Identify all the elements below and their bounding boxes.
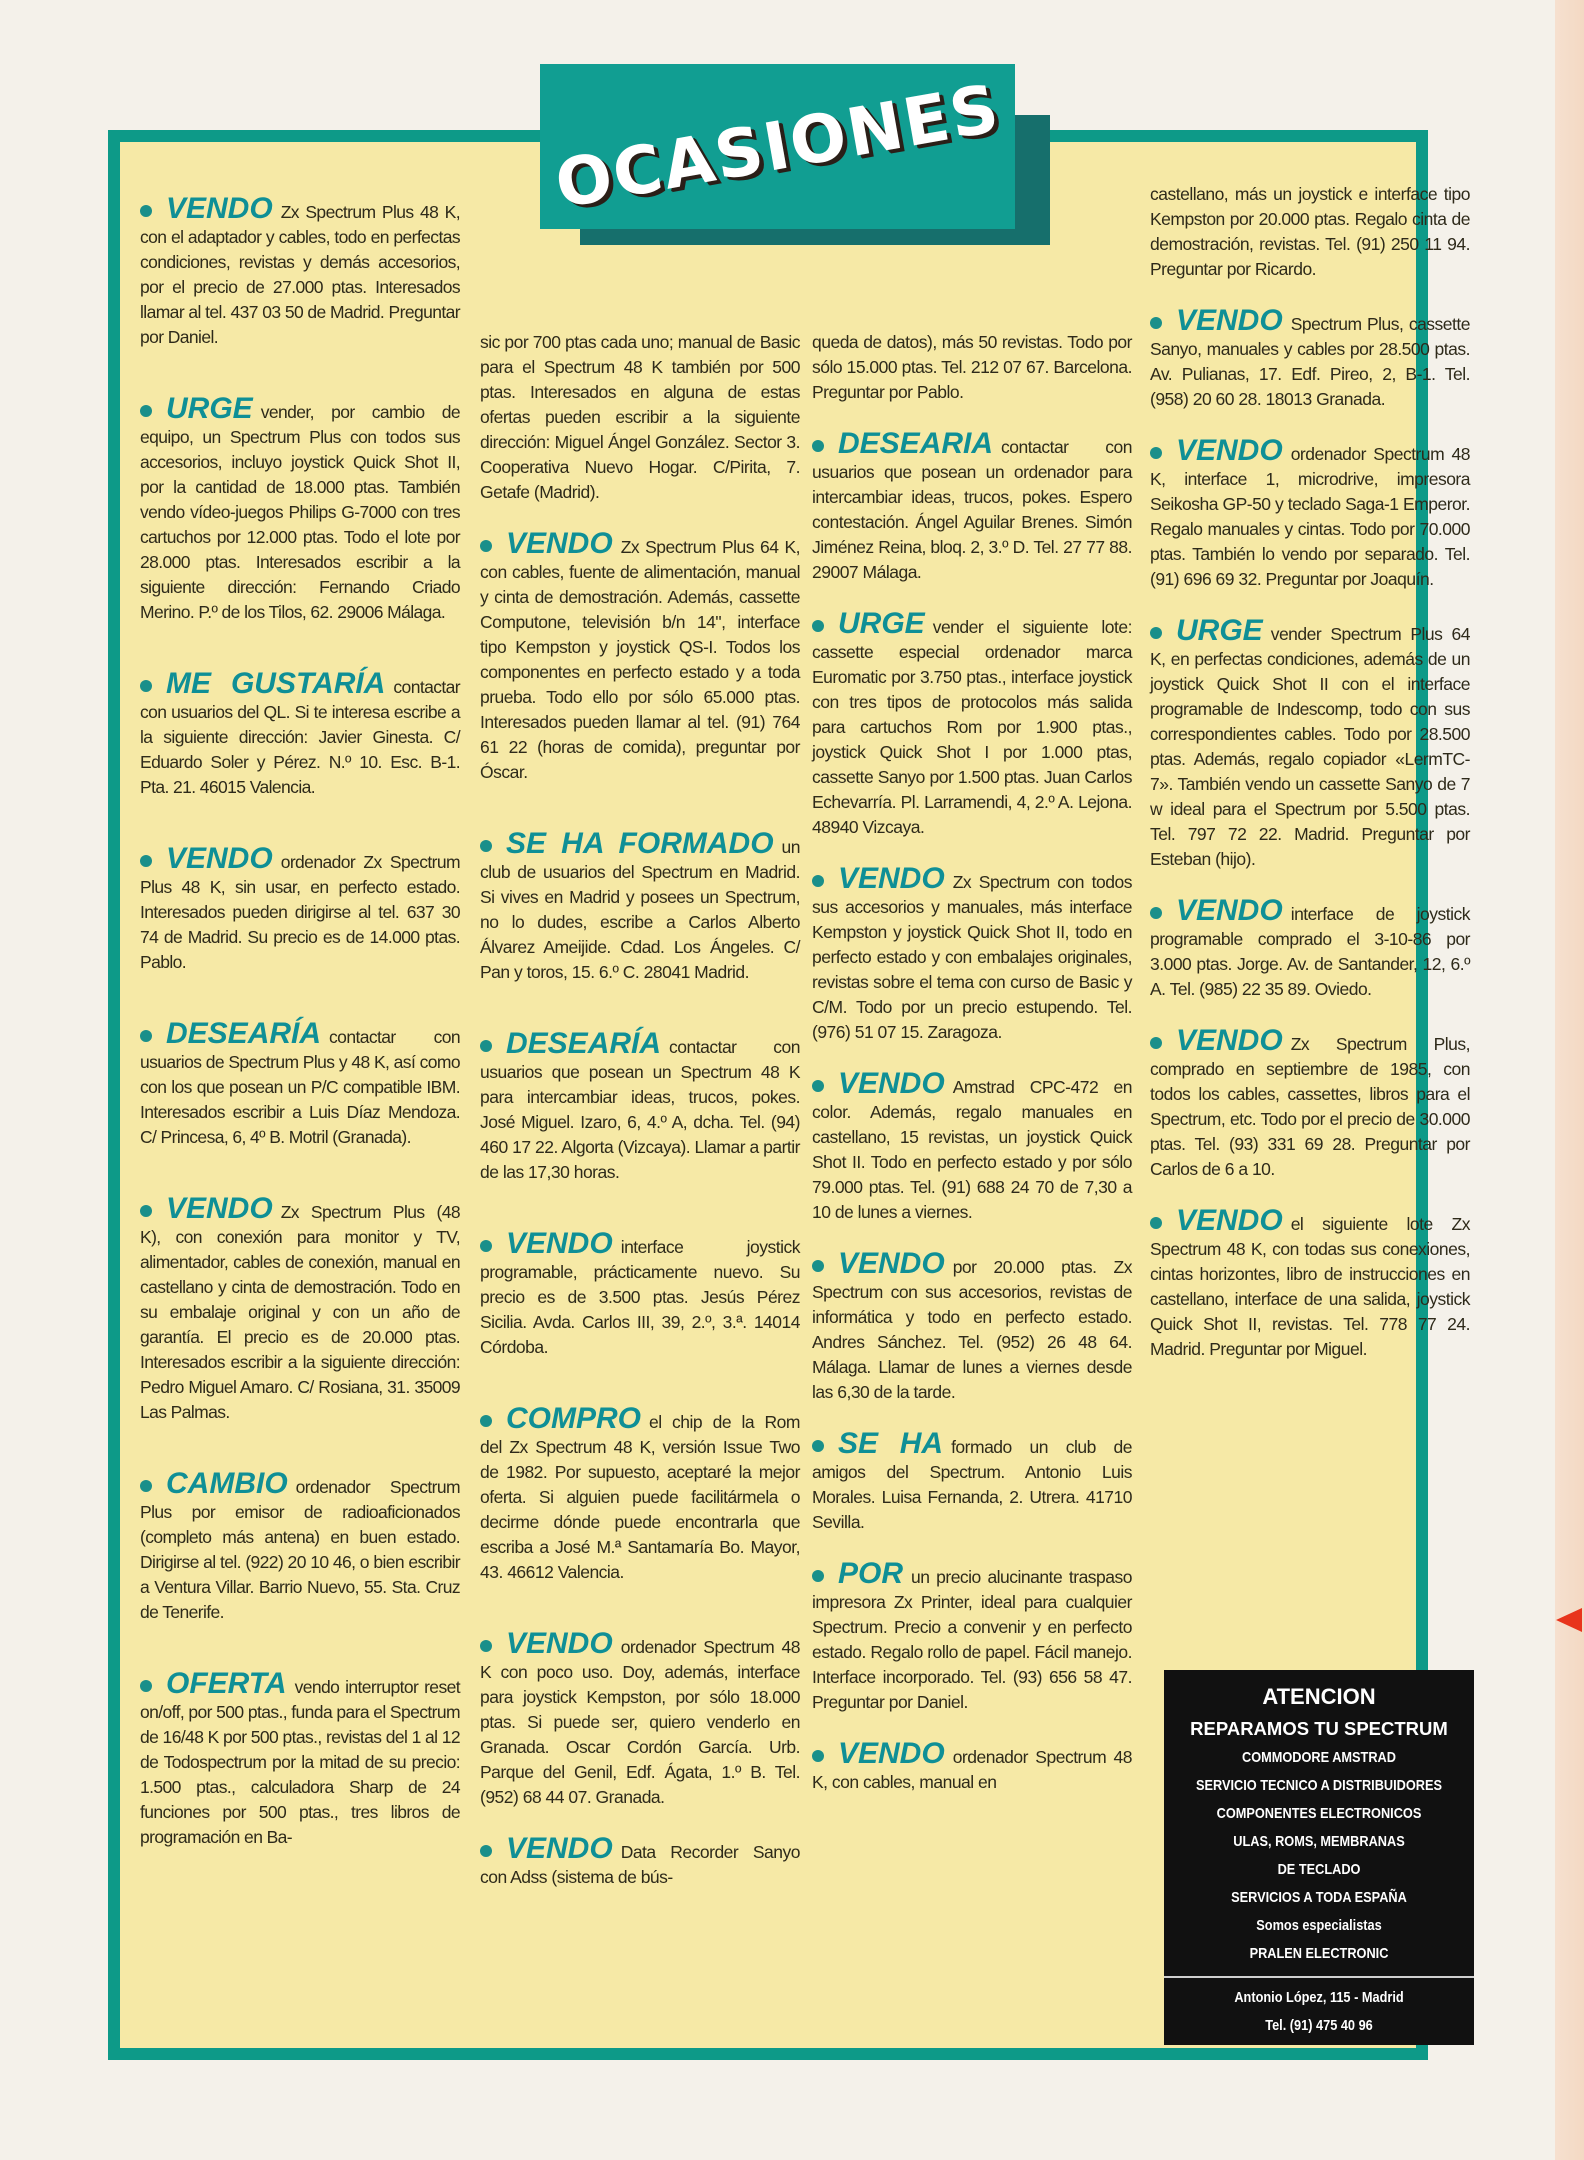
ad-keyword: VENDO — [166, 1192, 273, 1225]
display-ad-divider — [1164, 1976, 1474, 1978]
column-4 — [1150, 182, 1470, 1388]
ad-keyword: CAMBIO — [166, 1467, 288, 1500]
classified-ad — [480, 527, 800, 785]
classified-ad — [812, 607, 1132, 840]
ad-keyword: DESEARIA — [838, 427, 994, 460]
display-ad-line: Somos especialistas — [1256, 1917, 1382, 1934]
ad-text: vender, por cambio de equipo, un Spectrum Plus con todos sus accesorios, incluyo joystick Quick Shot II, por la cantidad de 18.000 ptas. También vendo vídeo-juegos Philips G-7000 con tres cartuchos por 12.000 ptas. Todo el lote por 28.000 ptas. Interesados escribir a la siguiente dirección: Fernando Criado Merino. P.º de los Tilos, 62. 29006 Málaga. — [140, 402, 460, 622]
ad-text: Zx Spectrum con todos sus accesorios y manuales, más interface Kempston y joystick Quick Shot II, todo en perfecto estado y con embalajes originales, revistas sobre el tema con curso de Basic y C/M. Todo por un precio estupendo. Tel. (976) 51 07 15. Zaragoza. — [812, 872, 1132, 1042]
classified-ad — [812, 427, 1132, 585]
bullet-icon — [140, 205, 152, 217]
bullet-icon — [480, 1845, 492, 1857]
ad-text: un precio alucinante traspaso impresora Zx Printer, ideal para cualquier Spectrum. Precio a convenir y en perfecto estado. Regalo rollo de papel. Fácil manejo. Interface incorporado. Tel. (93) 656 58 47. Preguntar por Daniel. — [812, 1567, 1132, 1712]
bullet-icon — [812, 1260, 824, 1272]
ad-text: contactar con usuarios que posean un ordenador para intercambiar ideas, trucos, pokes. Espero contestación. Ángel Aguilar Brenes. Simón Jiménez Reina, bloq. 2, 3.º D. Tel. 27 77 88. 29007 Málaga. — [812, 437, 1132, 582]
ad-keyword: VENDO — [1176, 1024, 1283, 1057]
bullet-icon — [140, 405, 152, 417]
bullet-icon — [140, 1480, 152, 1492]
ad-keyword: VENDO — [838, 1067, 945, 1100]
ad-keyword: VENDO — [1176, 434, 1283, 467]
ad-text: el siguiente lote Zx Spectrum 48 K, con todas sus conexiones, cintas horizontes, libro de instrucciones en castellano, interface de una salida, joystick Quick Shot II, revistas. Tel. 778 77 24. Madrid. Preguntar por Miguel. — [1150, 1214, 1470, 1359]
bullet-icon — [140, 855, 152, 867]
display-ad-phone: Tel. (91) 475 40 96 — [1265, 2017, 1373, 2034]
classified-ad — [140, 1467, 460, 1625]
display-ad-line: SERVICIOS A TODA ESPAÑA — [1231, 1889, 1407, 1906]
bullet-icon — [812, 440, 824, 452]
display-ad-line: COMMODORE AMSTRAD — [1242, 1749, 1396, 1766]
bullet-icon — [1150, 1037, 1162, 1049]
ad-text: Zx Spectrum Plus 48 K, con el adaptador y cables, todo en perfectas condiciones, revistas y demás accesorios, por el precio de 27.000 ptas. Interesados llamar al tel. 437 03 50 de Madrid. Preguntar por Daniel. — [140, 202, 460, 347]
ad-text: Zx Spectrum Plus 64 K, con cables, fuente de alimentación, manual y cinta de demostración. Además, cassette Computone, televisión b/n 14", interface tipo Kempston y joystick QS-I. Todos los componentes en perfecto estado y a toda prueba. Todo ello por sólo 65.000 ptas. Interesados pueden llamar al tel. (91) 764 61 22 (horas de comida), preguntar por Óscar. — [480, 537, 800, 782]
ad-text: ordenador Spectrum 48 K, con cables, manual en — [812, 1747, 1132, 1792]
bullet-icon — [480, 1415, 492, 1427]
bullet-icon — [1150, 1217, 1162, 1229]
ad-continuation: sic por 700 ptas cada uno; manual de Basic para el Spectrum 48 K también por 500 ptas. Interesados en alguna de estas ofertas pueden escribir a la siguiente dirección: Miguel Ángel González. Sector 3. Cooperativa Nuevo Hogar. C/Pirita, 7. Getafe (Madrid). — [480, 332, 800, 502]
adjacent-page-edge — [1555, 0, 1584, 2160]
classified-ad — [1150, 614, 1470, 872]
ad-text: interface de joystick programable comprado el 3-10-86 por 3.000 ptas. Jorge. Av. de Santander, 12, 6.º A. Tel. (985) 22 35 89. Oviedo. — [1150, 904, 1470, 999]
classified-ad — [140, 192, 460, 350]
display-ad-line: SERVICIO TECNICO A DISTRIBUIDORES — [1195, 1777, 1443, 1794]
ad-keyword: OFERTA — [166, 1667, 287, 1700]
bullet-icon — [1150, 317, 1162, 329]
classified-ad — [1150, 1024, 1470, 1182]
ad-keyword: URGE — [838, 607, 925, 640]
ad-continuation: castellano, más un joystick e interface tipo Kempston por 20.000 ptas. Regalo cinta de demostración, revistas. Tel. (91) 250 11 94. Preguntar por Ricardo. — [1150, 184, 1470, 279]
display-ad-repair-service — [1164, 1670, 1474, 2045]
classified-ad — [140, 1017, 460, 1150]
ad-keyword: URGE — [1176, 614, 1263, 647]
ad-text: contactar con usuarios del QL. Si te interesa escribe a la siguiente dirección: Javier Ginesta. C/ Eduardo Soler y Pérez. N.º 10. Esc. B-1. Pta. 21. 46015 Valencia. — [140, 677, 460, 797]
ad-text: vender Spectrum Plus 64 K, en perfectas condiciones, además de un joystick Quick Shot II con el interface programable de Indescomp, todo con sus correspondientes cables. Todo por 28.500 ptas. Además, regalo copiador «LermTC-7». También vendo un cassette Sanyo de 7 w ideal para el Spectrum por 5.500 ptas. Tel. 797 72 22. Madrid. Preguntar por Esteban (hijo). — [1150, 624, 1470, 869]
ad-text: ordenador Spectrum 48 K, interface 1, microdrive, impresora Seikosha GP-50 y teclado Saga-1 Emperor. Regalo manuales y cintas. Todo por 70.000 ptas. También lo vendo por separado. Tel. (91) 696 69 32. Preguntar por Joaquín. — [1150, 444, 1470, 589]
display-ad-line: ULAS, ROMS, MEMBRANAS — [1233, 1833, 1405, 1850]
ad-keyword: COMPRO — [506, 1402, 641, 1435]
classified-ad — [812, 1427, 1132, 1535]
ad-text: un club de usuarios del Spectrum en Madrid. Si vives en Madrid y posees un Spectrum, no lo dudes, escribe a Carlos Alberto Álvarez Ameijide. Cdad. Los Ángeles. C/ Pan y toros, 15. 6.º C. 28041 Madrid. — [480, 837, 800, 982]
column-3 — [812, 330, 1132, 1821]
display-ad-subtitle: REPARAMOS TU SPECTRUM — [1190, 1718, 1448, 1739]
display-ad-address: Antonio López, 115 - Madrid — [1234, 1989, 1404, 2006]
display-ad-line: PRALEN ELECTRONIC — [1249, 1945, 1389, 1962]
adjacent-page-red-marker — [1556, 1608, 1582, 1632]
ad-keyword: VENDO — [166, 842, 273, 875]
ad-text: contactar con usuarios de Spectrum Plus y 48 K, así como con los que posean un P/C compatible IBM. Interesados escribir a Luis Díaz Mendoza. C/ Princesa, 6, 4º B. Motril (Granada). — [140, 1027, 460, 1147]
classified-ad — [480, 1227, 800, 1360]
classified-ad — [812, 1557, 1132, 1715]
ad-keyword: SE HA FORMADO — [506, 827, 774, 860]
ad-text: Spectrum Plus, cassette Sanyo, manuales y cables por 28.500 ptas. Av. Pulianas, 17. Edf. Pireo, 2, B-1. Tel. (958) 20 60 28. 18013 Granada. — [1150, 314, 1470, 409]
classified-ad — [140, 392, 460, 625]
ad-text: ordenador Spectrum Plus por emisor de radioaficionados (completo más antena) en buen estado. Dirigirse al tel. (922) 20 10 46, o bien escribir a Ventura Villar. Barrio Nuevo, 55. Sta. Cruz de Tenerife. — [140, 1477, 460, 1622]
classified-ad — [1150, 434, 1470, 592]
ad-continuation: queda de datos), más 50 revistas. Todo por sólo 15.000 ptas. Tel. 212 07 67. Barcelona. Preguntar por Pablo. — [812, 332, 1132, 402]
classified-ad — [480, 1027, 800, 1185]
title-banner — [540, 64, 1015, 229]
bullet-icon — [812, 875, 824, 887]
ad-text: Data Recorder Sanyo con Adss (sistema de bús- — [480, 1842, 800, 1887]
classified-ad — [1150, 894, 1470, 1002]
bullet-icon — [480, 1640, 492, 1652]
classified-ad — [140, 842, 460, 975]
bullet-icon — [812, 1750, 824, 1762]
ad-keyword: VENDO — [506, 1832, 613, 1865]
bullet-icon — [812, 1440, 824, 1452]
bullet-icon — [140, 680, 152, 692]
ad-keyword: VENDO — [506, 527, 613, 560]
ad-keyword: VENDO — [838, 862, 945, 895]
ad-keyword: VENDO — [1176, 894, 1283, 927]
section-title: OCASIONES — [549, 69, 1006, 224]
ad-keyword: VENDO — [1176, 304, 1283, 337]
column-1 — [140, 192, 460, 1876]
bullet-icon — [1150, 907, 1162, 919]
ad-text: por 20.000 ptas. Zx Spectrum con sus accesorios, revistas de informática y todo en perfecto estado. Andres Sánchez. Tel. (952) 26 48 64. Málaga. Llamar de lunes a viernes desde las 6,30 de la tarde. — [812, 1257, 1132, 1402]
ad-keyword: DESEARÍA — [166, 1017, 322, 1050]
bullet-icon — [1150, 627, 1162, 639]
classified-ad — [140, 1192, 460, 1425]
ad-text: Zx Spectrum Plus, comprado en septiembre de 1985, con todos los cables, cassettes, libros para el Spectrum, etc. Todo por el precio de 30.000 ptas. Tel. (93) 331 69 28. Preguntar por Carlos de 6 a 10. — [1150, 1034, 1470, 1179]
classified-ad — [480, 827, 800, 985]
column-2 — [480, 330, 800, 1916]
display-ad-line: COMPONENTES ELECTRONICOS — [1216, 1805, 1422, 1822]
ad-text: ordenador Zx Spectrum Plus 48 K, sin usar, en perfecto estado. Interesados pueden dirigirse al tel. 637 30 74 de Madrid. Su precio es de 14.000 ptas. Pablo. — [140, 852, 460, 972]
classified-ad — [140, 667, 460, 800]
ad-keyword: VENDO — [838, 1737, 945, 1770]
ad-text: vendo interruptor reset on/off, por 500 ptas., funda para el Spectrum de 16/48 K por 500 ptas., revistas del 1 al 12 de Todospectrum por la mitad de su precio: 1.500 ptas., calculadora Sharp de 24 funciones por 500 ptas., tres libros de programación en Ba- — [140, 1677, 460, 1847]
ad-keyword: VENDO — [166, 192, 273, 225]
classified-ad — [1150, 304, 1470, 412]
bullet-icon — [480, 1040, 492, 1052]
ad-keyword: VENDO — [1176, 1204, 1283, 1237]
ad-keyword: POR — [838, 1557, 904, 1590]
bullet-icon — [480, 540, 492, 552]
ad-keyword: VENDO — [506, 1627, 613, 1660]
ad-text: formado un club de amigos del Spectrum. Antonio Luis Morales. Luisa Fernanda, 2. Utrera. 41710 Sevilla. — [812, 1437, 1132, 1532]
ad-text: interface joystick programable, prácticamente nuevo. Su precio es de 3.500 ptas. Jesús Pérez Sicilia. Avda. Carlos III, 39, 2.º, 3.ª. 14014 Córdoba. — [480, 1237, 800, 1357]
bullet-icon — [140, 1680, 152, 1692]
ad-text: Zx Spectrum Plus (48 K), con conexión para monitor y TV, alimentador, cables de conexión, manual en castellano y cinta de demostración. Todo en su embalaje original y con un año de garantía. El precio es de 20.000 ptas. Interesados escribir a la siguiente dirección: Pedro Miguel Amaro. C/ Rosiana, 31. 35009 Las Palmas. — [140, 1202, 460, 1422]
ad-text: ordenador Spectrum 48 K con poco uso. Doy, además, interface para joystick Kempston, por sólo 18.000 ptas. Si puede ser, quiero venderlo en Granada. Oscar Cordón García. Urb. Parque del Genil, Edf. Ágata, 1.º B. Tel. (952) 68 44 07. Granada. — [480, 1637, 800, 1807]
classified-ad — [812, 1067, 1132, 1225]
classified-ad — [812, 1737, 1132, 1795]
bullet-icon — [812, 1080, 824, 1092]
ad-keyword: SE HA — [838, 1427, 944, 1460]
display-ad-title: ATENCION — [1262, 1684, 1376, 1709]
bullet-icon — [480, 1240, 492, 1252]
ad-keyword: ME GUSTARÍA — [166, 667, 386, 700]
ad-text: vender el siguiente lote: cassette especial ordenador marca Euromatic por 3.750 ptas., interface joystick con tres tipos de protocolos más salida para cartuchos Rom por 1.900 ptas., joystick Quick Shot I por 1.000 ptas, cassette Sanyo por 1.500 ptas. Juan Carlos Echevarría. Pl. Larramendi, 4, 2.º A. Lejona. 48940 Vizcaya. — [812, 617, 1132, 837]
display-ad-line: DE TECLADO — [1277, 1861, 1361, 1878]
ad-keyword: VENDO — [838, 1247, 945, 1280]
ad-keyword: DESEARÍA — [506, 1027, 662, 1060]
classified-ad — [480, 1832, 800, 1890]
ad-keyword: URGE — [166, 392, 253, 425]
bullet-icon — [812, 1570, 824, 1582]
classified-ad — [140, 1667, 460, 1850]
classified-ad — [1150, 1204, 1470, 1362]
classified-ad — [812, 1247, 1132, 1405]
classified-ad — [480, 1627, 800, 1810]
bullet-icon — [140, 1030, 152, 1042]
bullet-icon — [812, 620, 824, 632]
bullet-icon — [1150, 447, 1162, 459]
bullet-icon — [140, 1205, 152, 1217]
ad-text: Amstrad CPC-472 en color. Además, regalo manuales en castellano, 15 revistas, un joystick Quick Shot II. Todo en perfecto estado y por sólo 79.000 ptas. Tel. (91) 688 24 70 de 7,30 a 10 de lunes a viernes. — [812, 1077, 1132, 1222]
bullet-icon — [480, 840, 492, 852]
classified-ad — [480, 1402, 800, 1585]
ad-text: el chip de la Rom del Zx Spectrum 48 K, versión Issue Two de 1982. Por supuesto, aceptaré la mejor oferta. Si alguien puede facilitármela o decirme dónde puede encontrarla que escriba a José M.ª Santamaría Bo. Mayor, 43. 46612 Valencia. — [480, 1412, 800, 1582]
classified-ad — [812, 862, 1132, 1045]
ad-keyword: VENDO — [506, 1227, 613, 1260]
ad-text: contactar con usuarios que posean un Spectrum 48 K para intercambiar ideas, trucos, pokes. José Miguel. Izaro, 6, 4.º A, dcha. Tel. (94) 460 17 22. Algorta (Vizcaya). Llamar a partir de las 17,30 horas. — [480, 1037, 800, 1182]
